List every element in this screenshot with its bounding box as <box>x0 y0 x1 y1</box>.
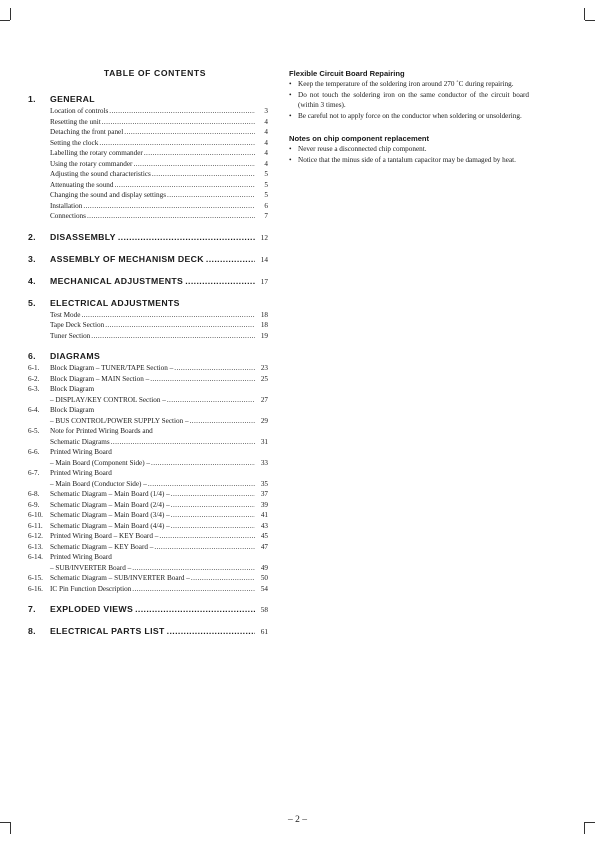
entry-text: – DISPLAY/KEY CONTROL Section – <box>50 395 166 404</box>
toc-entry[interactable] <box>28 180 268 191</box>
leader-dots <box>109 106 255 117</box>
entry-text: Connections <box>50 212 86 220</box>
toc-section-heading[interactable] <box>28 297 268 310</box>
note-list <box>289 79 529 121</box>
entry-page: 4 <box>264 159 268 168</box>
section-page: 61 <box>260 627 268 636</box>
note-list <box>289 144 529 165</box>
entry-text: – SUB/INVERTER Board – <box>50 563 132 572</box>
toc-section <box>28 253 268 266</box>
toc-entry[interactable] <box>28 542 268 553</box>
toc-section <box>28 350 268 594</box>
leader-dots <box>133 159 255 170</box>
leader-dots <box>154 542 255 553</box>
entry-page: 19 <box>260 331 268 340</box>
entry-page: 18 <box>260 321 268 329</box>
section-number: 7. <box>28 604 36 614</box>
leader-dots <box>206 253 255 266</box>
section-number: 2. <box>28 231 36 242</box>
toc-section-heading[interactable] <box>28 603 268 616</box>
leader-dots <box>150 374 255 385</box>
entry-page: 4 <box>264 138 268 147</box>
section-title: DISASSEMBLY <box>50 231 116 242</box>
entry-text: Schematic Diagram – Main Board (3/4) – <box>50 511 170 519</box>
entry-page: 25 <box>260 374 268 383</box>
toc-entry[interactable] <box>28 447 268 458</box>
section-number: 4. <box>28 275 36 286</box>
entry-text: Printed Wiring Board <box>50 448 112 456</box>
entry-text: Tape Deck Section <box>50 321 105 329</box>
toc-section <box>28 603 268 616</box>
toc-section-heading[interactable] <box>28 93 268 106</box>
entry-text: Block Diagram – TUNER/TAPE Section – <box>50 364 174 372</box>
page-number: – 2 – <box>288 815 307 825</box>
entry-page: 47 <box>260 542 268 551</box>
entry-text: – BUS CONTROL/POWER SUPPLY Section – <box>50 416 189 425</box>
entry-page: 23 <box>260 364 268 372</box>
section-number: 1. <box>28 94 36 104</box>
toc-entry[interactable] <box>28 138 268 149</box>
leader-dots <box>132 584 255 595</box>
leader-dots <box>114 180 255 191</box>
entry-text: Block Diagram <box>50 406 95 414</box>
entry-number: 6-14. <box>28 553 43 561</box>
leader-dots <box>135 603 255 616</box>
entry-page: 4 <box>264 149 268 157</box>
entry-text: Attenuating the sound <box>50 180 114 189</box>
section-title: DIAGRAMS <box>50 351 101 361</box>
entry-page: 50 <box>260 574 268 582</box>
entry-text: Detaching the front panel <box>50 128 124 136</box>
leader-dots <box>191 573 255 584</box>
section-number: 8. <box>28 626 36 636</box>
toc-entry[interactable] <box>28 117 268 128</box>
entry-text: Schematic Diagram – SUB/INVERTER Board – <box>50 574 190 582</box>
section-title: ELECTRICAL ADJUSTMENTS <box>50 297 180 308</box>
leader-dots <box>144 148 255 159</box>
entry-text: Schematic Diagrams <box>50 437 110 446</box>
section-number: 5. <box>28 297 36 308</box>
note-heading: Notes on chip component replacement <box>289 134 430 143</box>
toc-entry[interactable] <box>28 169 268 180</box>
toc-entry[interactable] <box>28 395 268 406</box>
entry-text: Adjusting the sound characteristics <box>50 170 151 178</box>
entry-page: 35 <box>260 479 268 488</box>
toc-title: TABLE OF CONTENTS <box>103 68 207 78</box>
section-title: EXPLODED VIEWS <box>50 604 134 614</box>
entry-page: 6 <box>264 201 268 210</box>
crop-mark <box>584 8 585 20</box>
note-item: • Notice that the minus side of a tantalum capacitor may be damaged by heat. <box>289 155 529 166</box>
entry-page: 41 <box>260 511 268 519</box>
entry-number: 6-6. <box>28 448 40 456</box>
entry-number: 6-16. <box>28 584 43 593</box>
leader-dots <box>111 437 255 448</box>
entry-page: 29 <box>260 416 268 425</box>
toc-section <box>28 297 268 342</box>
entry-text: Printed Wiring Board <box>50 553 112 561</box>
leader-dots <box>102 117 255 128</box>
leader-dots <box>151 458 255 469</box>
toc-entry[interactable] <box>28 437 268 448</box>
entry-text: Setting the clock <box>50 138 99 147</box>
leader-dots <box>148 479 255 490</box>
leader-dots <box>171 500 255 511</box>
entry-text: IC Pin Function Description <box>50 584 132 593</box>
toc-entry[interactable] <box>28 510 268 521</box>
toc-section <box>28 93 268 222</box>
toc-entry[interactable] <box>28 426 268 437</box>
toc-section-heading[interactable] <box>28 275 268 288</box>
toc-entry[interactable] <box>28 190 268 201</box>
note-item: • Never reuse a disconnected chip component. <box>289 144 529 155</box>
toc-section-heading[interactable] <box>28 625 268 638</box>
toc-entry[interactable] <box>28 500 268 511</box>
toc-entry[interactable] <box>28 458 268 469</box>
toc-entry[interactable] <box>28 310 268 321</box>
crop-mark <box>585 20 595 21</box>
entry-text: – Main Board (Component Side) – <box>50 458 151 467</box>
leader-dots <box>159 531 255 542</box>
leader-dots <box>171 510 255 521</box>
toc-section <box>28 625 268 638</box>
toc-entry[interactable] <box>28 201 268 212</box>
entry-page: 33 <box>260 458 268 467</box>
toc-entry[interactable] <box>28 384 268 395</box>
leader-dots <box>171 489 255 500</box>
entry-page: 7 <box>264 212 268 220</box>
toc-entry[interactable] <box>28 479 268 490</box>
toc-entry[interactable] <box>28 489 268 500</box>
entry-number: 6-3. <box>28 385 40 393</box>
entry-number: 6-8. <box>28 490 40 498</box>
toc-entry[interactable] <box>28 416 268 427</box>
leader-dots <box>99 138 255 149</box>
note-item: • Do not touch the soldering iron on the same conductor of the circuit board (within 3 times). <box>289 90 529 111</box>
entry-number: 6-13. <box>28 542 43 551</box>
section-title: GENERAL <box>50 94 95 104</box>
entry-text: Schematic Diagram – KEY Board – <box>50 542 154 551</box>
entry-text: Changing the sound and display settings <box>50 191 166 199</box>
toc-entry[interactable] <box>28 374 268 385</box>
leader-dots <box>152 169 255 180</box>
section-page: 58 <box>260 605 268 614</box>
toc-section-heading[interactable] <box>28 231 268 244</box>
entry-text: Installation <box>50 201 83 210</box>
entry-page: 31 <box>260 437 268 446</box>
entry-number: 6-5. <box>28 427 40 435</box>
entry-text: Schematic Diagram – Main Board (2/4) – <box>50 500 170 509</box>
toc-entry[interactable] <box>28 320 268 331</box>
toc-entry[interactable] <box>28 106 268 117</box>
leader-dots <box>167 395 255 406</box>
entry-page: 54 <box>260 584 268 593</box>
entry-text: Schematic Diagram – Main Board (4/4) – <box>50 521 170 530</box>
leader-dots <box>124 127 255 138</box>
entry-page: 4 <box>264 117 268 126</box>
entry-text: Resetting the unit <box>50 117 101 126</box>
crop-mark <box>0 20 10 21</box>
entry-number: 6-1. <box>28 364 40 372</box>
leader-dots <box>171 521 255 532</box>
service-notes <box>289 68 529 177</box>
section-title: MECHANICAL ADJUSTMENTS <box>50 275 184 286</box>
entry-page: 49 <box>260 563 268 572</box>
entry-page: 18 <box>260 310 268 319</box>
entry-number: 6-11. <box>28 521 43 530</box>
section-title: ELECTRICAL PARTS LIST <box>50 626 165 636</box>
toc-entry[interactable] <box>28 584 268 595</box>
leader-dots <box>105 320 255 331</box>
leader-dots <box>81 310 255 321</box>
toc-entry[interactable] <box>28 563 268 574</box>
entry-text: – Main Board (Conductor Side) – <box>50 479 147 488</box>
toc-section-heading[interactable] <box>28 253 268 266</box>
note-item: • Be careful not to apply force on the conductor when soldering or unsoldering. <box>289 111 529 122</box>
toc-sections <box>28 93 268 638</box>
toc-section <box>28 275 268 288</box>
toc-entry[interactable] <box>28 211 268 222</box>
section-number: 3. <box>28 253 36 264</box>
entry-text: Note for Printed Wiring Boards and <box>50 427 153 435</box>
leader-dots <box>167 190 255 201</box>
toc-section <box>28 231 268 244</box>
entry-page: 5 <box>264 170 268 178</box>
toc-entry[interactable] <box>28 468 268 479</box>
toc-entry[interactable] <box>28 552 268 563</box>
entry-text: Labelling the rotary commander <box>50 149 143 157</box>
entry-text: Printed Wiring Board <box>50 469 112 477</box>
entry-number: 6-2. <box>28 374 40 383</box>
entry-page: 5 <box>264 191 268 199</box>
leader-dots <box>167 625 255 638</box>
entry-text: Tuner Section <box>50 331 91 340</box>
leader-dots <box>190 416 255 427</box>
entry-page: 5 <box>264 180 268 189</box>
crop-mark <box>10 8 11 20</box>
entry-text: Printed Wiring Board – KEY Board – <box>50 532 159 540</box>
toc-entry[interactable] <box>28 521 268 532</box>
toc-entry[interactable] <box>28 331 268 342</box>
entry-text: Block Diagram <box>50 385 95 393</box>
toc-entry[interactable] <box>28 573 268 584</box>
entry-number: 6-12. <box>28 532 43 540</box>
entry-page: 45 <box>260 532 268 540</box>
leader-dots <box>174 363 255 374</box>
entry-page: 39 <box>260 500 268 509</box>
entry-page: 3 <box>264 107 268 115</box>
toc-entry[interactable] <box>28 363 268 374</box>
section-page: 12 <box>260 232 268 242</box>
entry-number: 6-4. <box>28 406 40 414</box>
note-item: • Keep the temperature of the soldering iron around 270 ˚C during repairing. <box>289 79 529 90</box>
leader-dots <box>118 231 255 244</box>
section-title: ASSEMBLY OF MECHANISM DECK <box>50 253 204 264</box>
entry-text: Using the rotary commander <box>50 159 133 168</box>
note-heading: Flexible Circuit Board Repairing <box>289 69 405 78</box>
entry-number: 6-10. <box>28 511 43 519</box>
entry-text: Test Mode <box>50 310 81 319</box>
section-page: 14 <box>260 254 268 264</box>
toc-entry[interactable] <box>28 405 268 416</box>
table-of-contents <box>28 68 268 647</box>
entry-page: 4 <box>264 128 268 136</box>
entry-number: 6-7. <box>28 469 40 477</box>
leader-dots <box>87 211 255 222</box>
leader-dots <box>91 331 255 342</box>
toc-section-heading[interactable] <box>28 350 268 363</box>
entry-page: 27 <box>260 395 268 404</box>
leader-dots <box>185 275 255 288</box>
entry-text: Location of controls <box>50 107 109 115</box>
entry-number: 6-9. <box>28 500 40 509</box>
toc-entry[interactable] <box>28 148 268 159</box>
toc-entry[interactable] <box>28 531 268 542</box>
entry-number: 6-15. <box>28 574 43 582</box>
toc-entry[interactable] <box>28 127 268 138</box>
entry-page: 37 <box>260 490 268 498</box>
section-number: 6. <box>28 351 36 361</box>
leader-dots <box>132 563 255 574</box>
entry-text: Block Diagram – MAIN Section – <box>50 374 150 383</box>
entry-text: Schematic Diagram – Main Board (1/4) – <box>50 490 170 498</box>
entry-page: 43 <box>260 521 268 530</box>
leader-dots <box>83 201 255 212</box>
section-page: 17 <box>260 276 268 286</box>
toc-entry[interactable] <box>28 159 268 170</box>
